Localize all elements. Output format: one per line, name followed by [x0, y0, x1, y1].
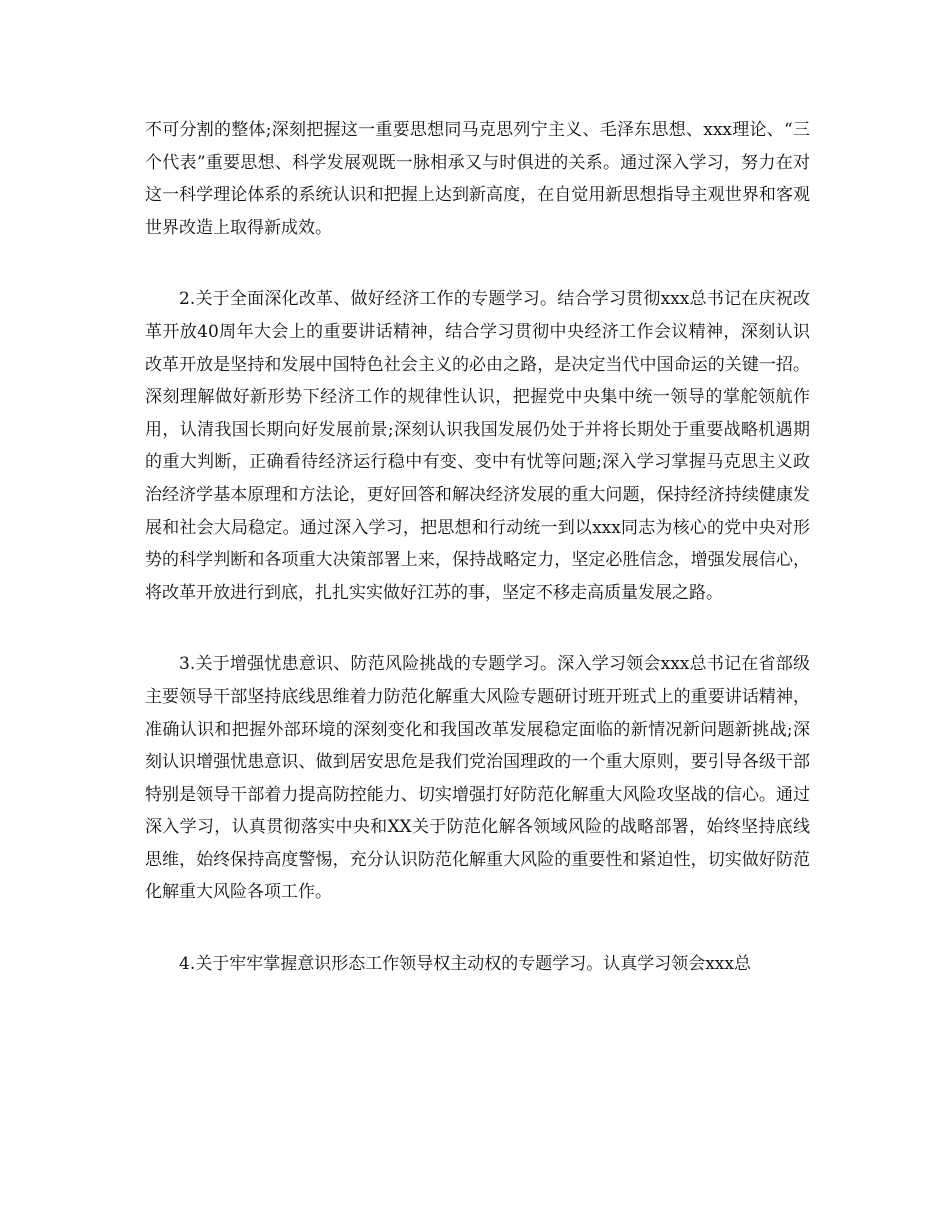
document-page	[145, 114, 810, 981]
paragraph-gap	[145, 244, 810, 283]
paragraph-gap	[145, 909, 810, 948]
paragraph-2: 2.关于全面深化改革、做好经济工作的专题学习。结合学习贯彻xxx总书记在庆祝改革开放40周年大会上的重要讲话精神，结合学习贯彻中央经济工作会议精神，深刻认识改革开放是坚持和发展中国特色社会主义的必由之路，是决定当代中国命运的关键一招。深刻理解做好新形势下经济工作的规律性认识，把握党中央集中统一领导的掌舵领航作用，认清我国长期向好发展前景;深刻认识我国发展仍处于并将长期处于重要战略机遇期的重大判断，正确看待经济运行稳中有变、变中有忧等问题;深入学习掌握马克思主义政治经济学基本原理和方法论，更好回答和解决经济发展的重大问题，保持经济持续健康发展和社会大局稳定。通过深入学习，把思想和行动统一到以xxx同志为核心的党中央对形势的科学判断和各项重大决策部署上来，保持战略定力，坚定必胜信念，增强发展信心，将改革开放进行到底，扎扎实实做好江苏的事，坚定不移走高质量发展之路。	[145, 289, 810, 603]
paragraph-gap	[145, 609, 810, 648]
paragraph-4: 4.关于牢牢掌握意识形态工作领导权主动权的专题学习。认真学习领会xxx总	[179, 954, 751, 975]
paragraph-1: 不可分割的整体;深刻把握这一重要思想同马克思列宁主义、毛泽东思想、xxx理论、“三个代表”重要思想、科学发展观既一脉相承又与时俱进的关系。通过深入学习，努力在对这一科学理论体系的系统认识和把握上达到新高度，在自觉用新思想指导主观世界和客观世界改造上取得新成效。	[145, 120, 810, 238]
paragraph-3: 3.关于增强忧患意识、防范风险挑战的专题学习。深入学习领会xxx总书记在省部级主要领导干部坚持底线思维着力防范化解重大风险专题研讨班开班式上的重要讲话精神，准确认识和把握外部环境的深刻变化和我国改革发展稳定面临的新情况新问题新挑战;深刻认识增强忧患意识、做到居安思危是我们党治国理政的一个重大原则，要引导各级干部特别是领导干部着力提高防控能力、切实增强打好防范化解重大风险攻坚战的信心。通过深入学习，认真贯彻落实中央和XX关于防范化解各领域风险的战略部署，始终坚持底线思维，始终保持高度警惕，充分认识防范化解重大风险的重要性和紧迫性，切实做好防范化解重大风险各项工作。	[145, 654, 810, 903]
